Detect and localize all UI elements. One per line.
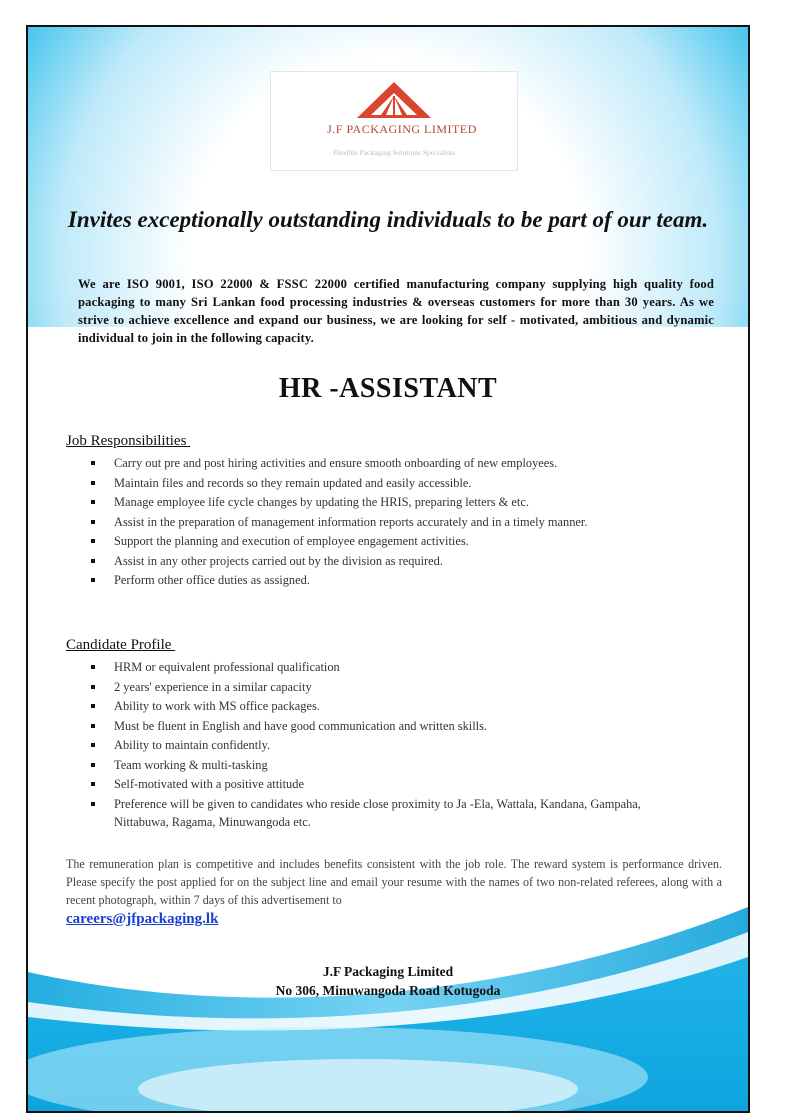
list-item: Preference will be given to candidates who reside close proximity to Ja -Ela, Wattala, Kandana, Gampaha, Nittabuwa, Ragama, Minuwangoda etc. — [88, 795, 688, 831]
candidate-profile-heading: Candidate Profile — [66, 637, 176, 653]
list-item: Maintain files and records so they remain updated and easily accessible. — [88, 474, 688, 492]
responsibilities-list — [88, 454, 688, 591]
list-item: Self-motivated with a positive attitude — [88, 775, 688, 793]
list-item: Ability to work with MS office packages. — [88, 697, 688, 715]
list-item: HRM or equivalent professional qualification — [88, 658, 688, 676]
careers-email-link[interactable]: careers@jfpackaging.lk — [66, 911, 219, 927]
logo-tagline: Flexible Packaging Solutions Specialists — [333, 148, 455, 157]
logo-company-name: J.F PACKAGING LIMITED — [327, 122, 477, 136]
remuneration-text: The remuneration plan is competitive and includes benefits consistent with the job role. The reward system is performance driven. Please specify the post applied for on the subject line and email your resume with the names of two non-related referees, along with a recent photograph, within 7 days of this advertisement to — [66, 857, 722, 907]
responsibilities-heading: Job Responsibilities — [66, 433, 191, 449]
footer-address: No 306, Minuwangoda Road Kotugoda — [275, 983, 501, 998]
list-item: Support the planning and execution of employee engagement activities. — [88, 532, 688, 550]
position-title: HR -ASSISTANT — [278, 373, 498, 404]
job-advertisement-page — [26, 25, 750, 1113]
list-item: Perform other office duties as assigned. — [88, 571, 688, 589]
footer-company-name: J.F Packaging Limited — [322, 964, 454, 979]
candidate-profile-list — [88, 658, 688, 832]
list-item: Assist in any other projects carried out by the division as required. — [88, 552, 688, 570]
list-item: Carry out pre and post hiring activities and ensure smooth onboarding of new employees. — [88, 454, 688, 472]
list-item: 2 years' experience in a similar capacity — [88, 678, 688, 696]
list-item: Assist in the preparation of management information reports accurately and in a timely manner. — [88, 513, 688, 531]
list-item: Team working & multi-tasking — [88, 756, 688, 774]
company-logo — [270, 71, 518, 171]
headline: Invites exceptionally outstanding individuals to be part of our team. — [67, 207, 709, 232]
list-item: Manage employee life cycle changes by updating the HRIS, preparing letters & etc. — [88, 493, 688, 511]
company-address-block — [28, 962, 748, 1000]
list-item: Ability to maintain confidently. — [88, 736, 688, 754]
list-item: Must be fluent in English and have good communication and written skills. — [88, 717, 688, 735]
company-intro: We are ISO 9001, ISO 22000 & FSSC 22000 certified manufacturing company supplying high quality food packaging to many Sri Lankan food processing industries & overseas customers for more than 30 years. As we strive to achieve excellence and expand our business, we are looking for self - motivated, ambitious and dynamic individual to join in the following capacity. — [78, 277, 714, 345]
